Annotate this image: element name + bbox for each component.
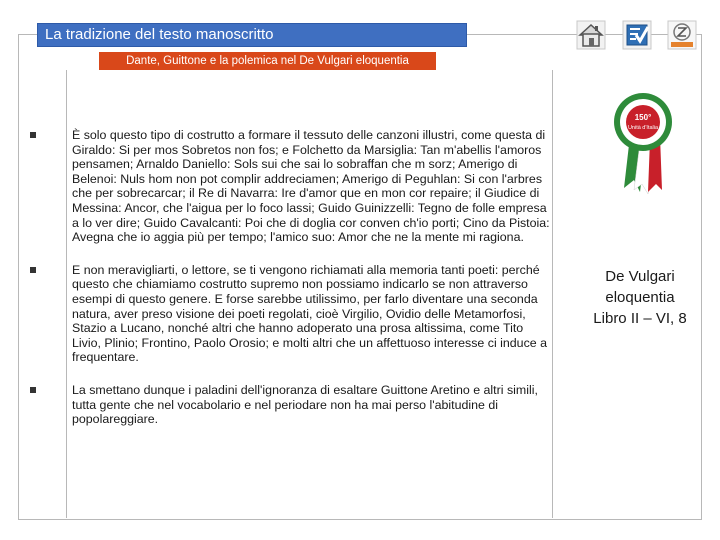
list-item (30, 128, 550, 245)
list-item (30, 383, 550, 427)
frame-bottom (18, 519, 702, 520)
bullet-icon (30, 387, 36, 393)
caption-line: eloquentia (605, 289, 675, 306)
checklist-icon[interactable] (622, 20, 652, 50)
source-caption (560, 266, 720, 329)
page-title: La tradizione del testo manoscritto (37, 23, 467, 47)
section-subtitle: Dante, Guittone e la polemica nel De Vulgari eloquentia (99, 52, 436, 70)
bullet-icon (30, 267, 36, 273)
quote-list (30, 128, 550, 445)
paragraph-text: E non meravigliarti, o lettore, se ti vengono richiamati alla memoria tanti poeti: perché questo che chiamiamo costrutto supremo non possiamo indicarlo se non attraverso esempi di questo genere. E forse sarebbe utilissimo, per farlo diventare una seconda natura, aver preso visione dei poeti regolati, cioè Virgilio, Ovidio delle Metamorfosi, Stazio a Lucano, nonché altri che hanno adoperato una prosa altissima, come Tito Livio, Plinio; Frontino, Paolo Orosio; e molti altri che un affettuoso interesse ci induce a frequentare. (72, 262, 547, 365)
caption-line: De Vulgari (605, 268, 675, 285)
content-divider (552, 70, 553, 518)
unita-italia-rosette (610, 92, 676, 196)
paragraph-text: È solo questo tipo di costrutto a formare il tessuto delle canzoni illustri, come questa di Giraldo: Si per mos Sobretos non fos; e Folchetto da Marsiglia: Tan m'abellis l'amoros pensamen; Arnaldo Daniello: Sols sui che sai lo sobraffan che m sorz; Amerigo di Belenoi: Nuls hom non pot complir addreciamen; Amerigo di Peguhlan: Si con l'arbres che per sobrecarcar; il Re di Navarra: Ire d'amor que en mon cor repaire; il Giudice di Messina: Ancor, che l'aigua per lo foco lassi; Guido Guinizzelli: Tegno de folle empresa a lo ver dire; Guido Cavalcanti: Poi che di doglia cor conven ch'io porti; Cino da Pistoia: Avegna che io aggia più per tempo; l'amico suo: Amor che ne la mente mi ragiona. (72, 128, 550, 245)
rosette-line2: Unità d'Italia (627, 125, 659, 131)
home-icon[interactable] (576, 20, 606, 50)
paragraph-text: La smettano dunque i paladini dell'ignoranza di esaltare Guittone Aretino e altri simili, tutta gente che nel vocabolario e nel periodare non ha mai perso l'abitudine di popolareggiare. (72, 382, 538, 427)
publisher-logo-icon[interactable] (667, 20, 697, 50)
list-item (30, 263, 550, 365)
frame-top-left (18, 34, 38, 35)
bullet-icon (30, 132, 36, 138)
caption-line: Libro II – VI, 8 (593, 310, 687, 327)
rosette-line1: 150° (634, 113, 652, 122)
frame-left (18, 34, 19, 520)
